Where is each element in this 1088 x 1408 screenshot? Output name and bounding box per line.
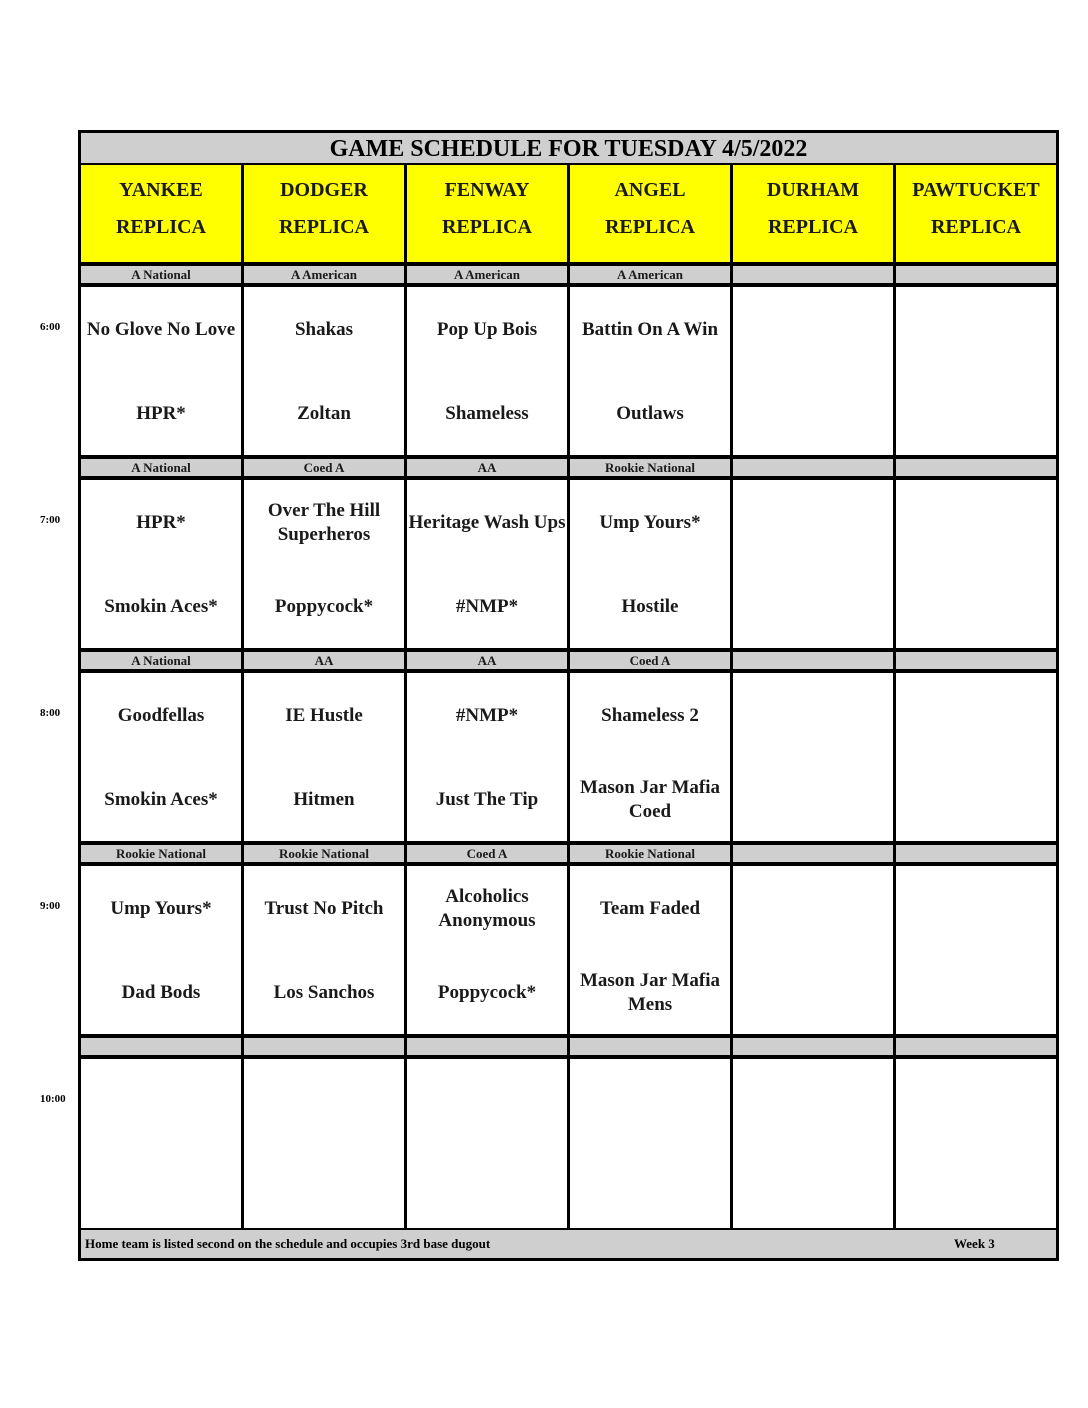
division-label: A National [81, 458, 244, 478]
division-label: A American [407, 265, 570, 285]
game-cell [896, 1057, 1056, 1228]
away-team: Trust No Pitch [264, 898, 384, 919]
field-header-pawtucket [896, 165, 1056, 265]
division-label: A National [81, 651, 244, 671]
away-team: Ump Yours* [110, 898, 212, 919]
home-team: Dad Bods [121, 982, 201, 1003]
field-name: DURHAM [766, 179, 860, 201]
game-cell [81, 478, 244, 651]
game-cell [570, 671, 733, 844]
division-label [733, 265, 896, 285]
division-label [244, 1037, 407, 1057]
away-team: IE Hustle [285, 705, 363, 726]
schedule-title: GAME SCHEDULE FOR TUESDAY 4/5/2022 [81, 133, 1056, 165]
time-label: 8:00 [40, 707, 61, 719]
field-name: FENWAY [444, 179, 530, 201]
home-team: Just The Tip [435, 789, 539, 810]
division-label [896, 265, 1056, 285]
time-label: 7:00 [40, 514, 61, 526]
division-label: AA [244, 651, 407, 671]
game-cell [407, 478, 570, 651]
division-label [896, 651, 1056, 671]
division-label [407, 1037, 570, 1057]
game-cell [244, 864, 407, 1037]
game-cell [244, 671, 407, 844]
game-cell [570, 864, 733, 1037]
division-label: Rookie National [244, 844, 407, 864]
game-cell [896, 478, 1056, 651]
division-label: A American [244, 265, 407, 285]
division-label [896, 458, 1056, 478]
away-team: No Glove No Love [86, 319, 236, 340]
away-team: Pop Up Bois [436, 319, 538, 340]
away-team: Alcoholics Anonymous [438, 886, 536, 931]
game-cell [896, 864, 1056, 1037]
away-team: Shameless 2 [601, 705, 699, 726]
game-cell [407, 671, 570, 844]
game-cell [81, 1057, 244, 1228]
home-team: #NMP* [455, 596, 519, 617]
home-team: Hostile [621, 596, 679, 617]
game-cell [896, 671, 1056, 844]
time-label: 9:00 [40, 900, 61, 912]
field-label: REPLICA [278, 216, 369, 238]
game-cell [733, 1057, 896, 1228]
away-team: HPR* [136, 512, 186, 533]
division-label: A American [570, 265, 733, 285]
division-label: Coed A [244, 458, 407, 478]
field-header-fenway [407, 165, 570, 265]
division-label: Rookie National [570, 844, 733, 864]
game-cell [244, 285, 407, 458]
home-team: Zoltan [297, 403, 351, 424]
away-team: Over The Hill Superheros [267, 500, 381, 545]
schedule-footer [81, 1228, 1056, 1258]
game-cell [407, 1057, 570, 1228]
division-label [570, 1037, 733, 1057]
home-team: Los Sanchos [273, 982, 375, 1003]
game-cell [570, 285, 733, 458]
game-cell [81, 285, 244, 458]
division-label [896, 844, 1056, 864]
field-header-dodger [244, 165, 407, 265]
home-team: Smokin Aces* [104, 789, 218, 810]
game-cell [570, 1057, 733, 1228]
game-cell [407, 864, 570, 1037]
field-label: REPLICA [604, 216, 695, 238]
time-label: 6:00 [40, 321, 61, 333]
away-team: Shakas [294, 319, 354, 340]
game-cell [81, 864, 244, 1037]
home-team: Poppycock* [437, 982, 537, 1003]
division-label: Coed A [570, 651, 733, 671]
division-label [733, 651, 896, 671]
game-cell [407, 285, 570, 458]
game-cell [733, 864, 896, 1037]
away-team: #NMP* [455, 705, 519, 726]
game-cell [733, 478, 896, 651]
division-label: AA [407, 651, 570, 671]
division-label: A National [81, 265, 244, 285]
field-label: REPLICA [930, 216, 1021, 238]
game-cell [733, 671, 896, 844]
field-name: DODGER [280, 179, 368, 201]
field-header-yankee [81, 165, 244, 265]
division-label: Rookie National [570, 458, 733, 478]
away-team: Battin On A Win [581, 319, 719, 340]
away-team: Ump Yours* [599, 512, 701, 533]
division-label [733, 458, 896, 478]
field-name: YANKEE [119, 179, 203, 201]
field-name: PAWTUCKET [912, 179, 1040, 201]
field-label: REPLICA [767, 216, 858, 238]
away-team: Heritage Wash Ups [408, 512, 566, 533]
division-label: AA [407, 458, 570, 478]
game-cell [896, 285, 1056, 458]
field-name: ANGEL [614, 179, 686, 201]
division-label [81, 1037, 244, 1057]
home-team-note: Home team is listed second on the schedule and occupies 3rd base dugout [85, 1236, 491, 1251]
field-header-angel [570, 165, 733, 265]
away-team: Goodfellas [117, 705, 205, 726]
game-cell [244, 478, 407, 651]
field-label: REPLICA [115, 216, 206, 238]
game-cell [570, 478, 733, 651]
home-team: Shameless [445, 403, 529, 424]
field-label: REPLICA [441, 216, 532, 238]
home-team: Mason Jar Mafia Coed [579, 777, 721, 822]
home-team: HPR* [136, 403, 186, 424]
home-team: Hitmen [293, 789, 355, 810]
home-team: Outlaws [616, 403, 684, 424]
home-team: Smokin Aces* [104, 596, 218, 617]
week-label: Week 3 [954, 1236, 995, 1251]
schedule-sheet [78, 130, 1059, 1261]
division-label [733, 1037, 896, 1057]
game-cell [733, 285, 896, 458]
game-cell [244, 1057, 407, 1228]
division-label: Rookie National [81, 844, 244, 864]
home-team: Poppycock* [274, 596, 374, 617]
home-team: Mason Jar Mafia Mens [579, 970, 721, 1015]
game-cell [81, 671, 244, 844]
time-label: 10:00 [40, 1093, 66, 1105]
division-label [896, 1037, 1056, 1057]
away-team: Team Faded [599, 898, 701, 919]
division-label: Coed A [407, 844, 570, 864]
division-label [733, 844, 896, 864]
field-header-durham [733, 165, 896, 265]
